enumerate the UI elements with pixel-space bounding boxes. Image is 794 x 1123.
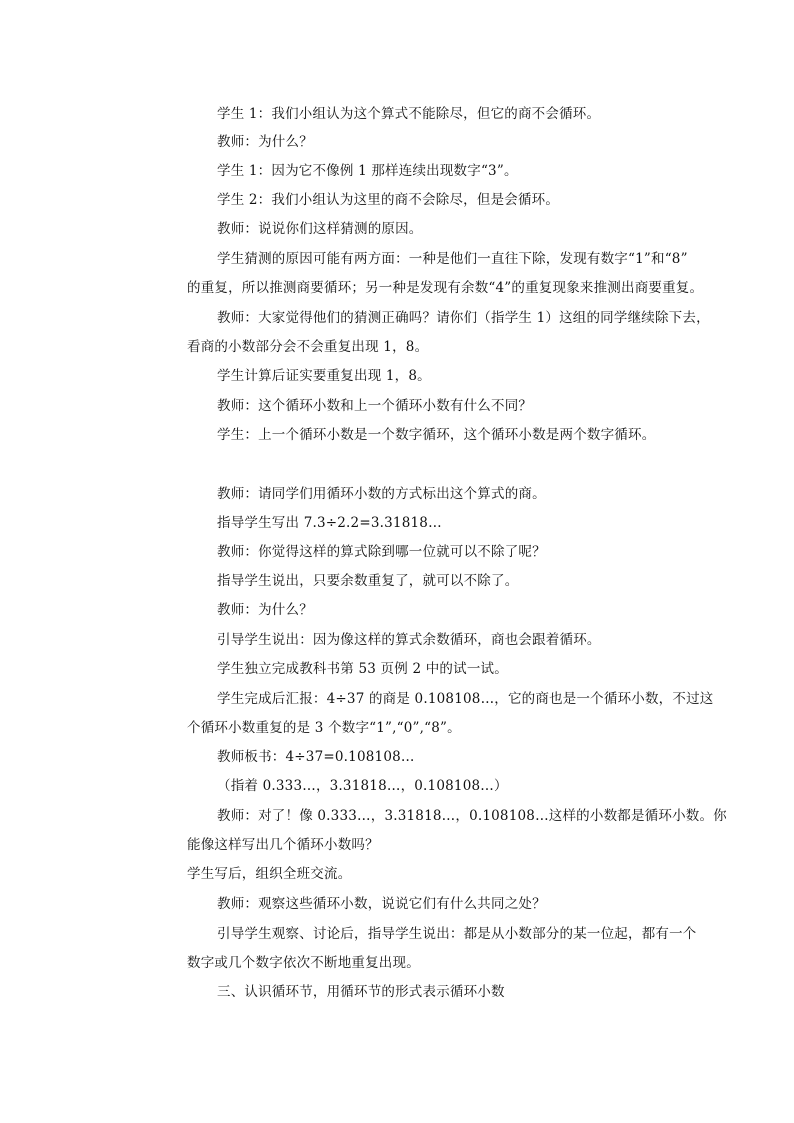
- dialogue-line: 学生写后，组织全班交流。: [187, 866, 352, 882]
- dialogue-line: 学生独立完成教科书第 53 页例 2 中的试一试。: [217, 661, 508, 677]
- dialogue-line: 学生 1：因为它不像例 1 那样连续出现数字“3”。: [217, 163, 518, 179]
- dialogue-line: 教师：请同学们用循环小数的方式标出这个算式的商。: [217, 486, 546, 502]
- paragraph-line: 教师：大家觉得他们的猜测正确吗？请你们（指学生 1）这组的同学继续除下去，: [217, 310, 710, 326]
- dialogue-line: 学生 1：我们小组认为这个算式不能除尽，但它的商不会循环。: [217, 106, 601, 122]
- dialogue-line: 教师：你觉得这样的算式除到哪一位就可以不除了呢？: [217, 544, 546, 560]
- dialogue-line: 学生：上一个循环小数是一个数字循环，这个循环小数是两个数字循环。: [217, 427, 656, 443]
- dialogue-line: 学生计算后证实要重复出现 1，8。: [217, 368, 431, 384]
- paragraph-line: 的重复，所以推测商要循环；另一种是发现有余数“4”的重复现象来推测出商要重复。: [187, 280, 704, 296]
- dialogue-line: 指导学生写出 7.3÷2.2=3.31818…: [217, 515, 442, 531]
- dialogue-line: 教师：观察这些循环小数，说说它们有什么共同之处？: [217, 896, 546, 912]
- dialogue-line: 学生 2：我们小组认为这里的商不会除尽，但是会循环。: [217, 192, 560, 208]
- paragraph-line: 看商的小数部分会不会重复出现 1，8。: [187, 339, 429, 355]
- paragraph-line: 引导学生观察、讨论后，指导学生说出：都是从小数部分的某一位起，都有一个: [217, 926, 697, 942]
- dialogue-line: 教师：为什么？: [217, 602, 313, 618]
- paragraph-line: 学生完成后汇报：4÷37 的商是 0.108108…，它的商也是一个循环小数，不过这: [217, 691, 714, 707]
- dialogue-line: 教师：这个循环小数和上一个循环小数有什么不同？: [217, 398, 533, 414]
- dialogue-line: 引导学生说出：因为像这样的算式余数循环，商也会跟着循环。: [217, 632, 601, 648]
- paragraph-line: 教师：对了！像 0.333…，3.31818…，0.108108…这样的小数都是循环小数。你: [217, 808, 727, 824]
- section-heading: 三、认识循环节，用循环节的形式表示循环小数: [217, 984, 505, 1000]
- dialogue-line: 指导学生说出，只要余数重复了，就可以不除了。: [217, 573, 519, 589]
- dialogue-line: 教师板书：4÷37=0.108108…: [217, 749, 415, 765]
- paragraph-line: 个循环小数重复的是 3 个数字“1”,“0”,“8”。: [187, 720, 461, 736]
- dialogue-line: 教师：说说你们这样猜测的原因。: [217, 221, 423, 237]
- paragraph-line: 能像这样写出几个循环小数吗？: [187, 837, 379, 853]
- paragraph-line: 学生猜测的原因可能有两方面：一种是他们一直往下除，发现有数字“1”和“8”: [217, 251, 688, 267]
- dialogue-line: 教师：为什么？: [217, 134, 313, 150]
- paragraph-line: 数字或几个数字依次不断地重复出现。: [187, 955, 420, 971]
- dialogue-line: （指着 0.333…，3.31818…，0.108108…）: [217, 778, 508, 794]
